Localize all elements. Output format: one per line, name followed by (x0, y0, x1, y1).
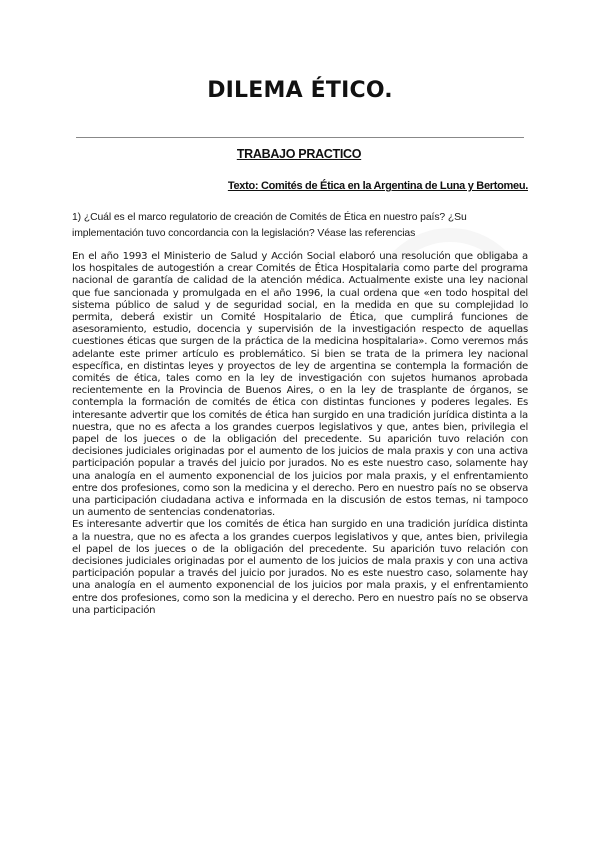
text-reference: Texto: Comités de Ética en la Argentina de Luna y Bertomeu. (227, 180, 528, 192)
section-subtitle: TRABAJO PRACTICO (236, 147, 362, 161)
body-paragraph: Es interesante advertir que los comités de ética han surgido en una tradición jurídica distinta a la nuestra, que no es afecta a los grandes cuerpos legislativos y que, antes bien, privilegia el papel de los jueces o de la obligación del precedente. Su aparición tuvo relación con decisiones judiciales originadas por el aumento de los juicios de mala praxis y con una activa participación popular a través del juicio por jurados. No es este nuestro caso, solamente hay una analogía en el aumento exponencial de los juicios por mala praxis, y el enfrentamiento entre dos profesiones, como son la medicina y el derecho. Pero en nuestro país no se observa una participación (72, 519, 528, 616)
body-text (72, 251, 528, 617)
question-text: 1) ¿Cuál es el marco regulatorio de creación de Comités de Ética en nuestro país? ¿Su implementación tuvo concordancia con la legislación? Véase las referencias (72, 212, 467, 239)
title-divider (76, 137, 524, 138)
body-paragraph: En el año 1993 el Ministerio de Salud y Acción Social elaboró una resolución que obligaba a los hospitales de autogestión a crear Comités de Ética Hospitalaria como parte del programa nacional de garantía de calidad de la atención médica. Actualmente existe una ley nacional que fue sancionada y promulgada en el año 1996, la cual ordena que «en todo hospital del sistema público de salud y de seguridad social, en la medida en que su complejidad lo permita, deberá existir un Comité Hospitalario de Ética, que cumplirá funciones de asesoramiento, estudio, docencia y supervisión de la investigación respecto de aquellas cuestiones éticas que surgen de la práctica de la medicina hospitalaria». Como veremos más adelante este primer artículo es problemático. Si bien se trata de la primera ley nacional específica, en distintas leyes y proyectos de ley de argentina se contempla la formación de comités de ética, tales como en la ley de investigación con sujetos humanos aprobada recientemente en la Provincia de Buenos Aires, o en la ley de trasplante de órganos, se contempla la formación de comités de ética con distintas funciones y poderes legales. Es interesante advertir que los comités de ética han surgido en una tradición jurídica distinta a la nuestra, que no es afecta a los grandes cuerpos legislativos y que, antes bien, privilegia el papel de los jueces o de la obligación del precedente. Su aparición tuvo relación con decisiones judiciales originadas por el aumento de los juicios de mala praxis y con una activa participación popular a través del juicio por jurados. No es este nuestro caso, solamente hay una analogía en el aumento exponencial de los juicios por mala praxis, y el enfrentamiento entre dos profesiones, como son la medicina y el derecho. Pero en nuestro país no se observa una participación ciudadana activa e informada en la discusión de estos temas, ni tampoco un aumento de sentencias condenatorias. (72, 251, 528, 519)
document-title: DILEMA ÉTICO. (207, 78, 393, 103)
